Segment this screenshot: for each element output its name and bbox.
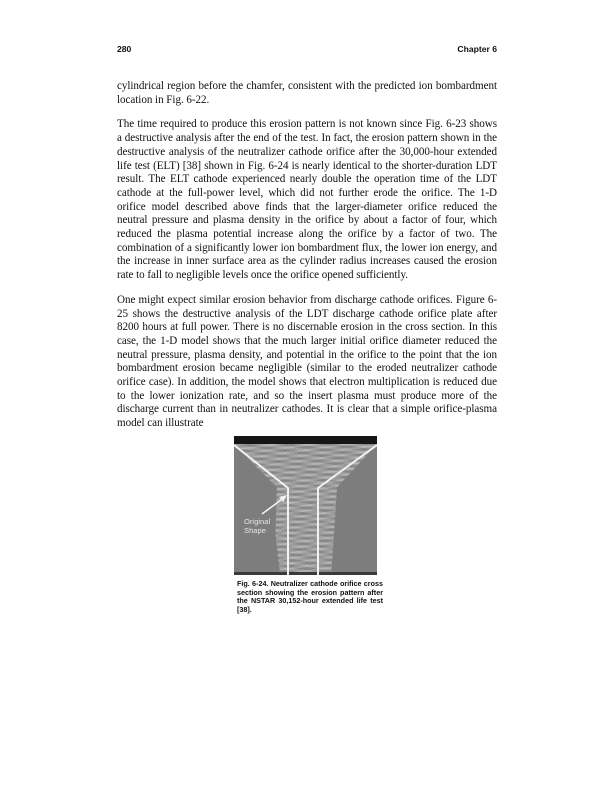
page-number: 280 <box>117 44 132 54</box>
original-shape-label: Original Shape <box>244 517 271 535</box>
chapter-title: Chapter 6 <box>457 44 497 54</box>
original-shape-outline <box>234 436 377 575</box>
running-head <box>117 44 497 54</box>
paragraph: cylindrical region before the chamfer, consistent with the predicted ion bombardment location in Fig. 6-22. <box>117 80 497 106</box>
paragraph: The time required to produce this erosion pattern is not known since Fig. 6-23 shows a destructive analysis after the end of the test. In fact, the erosion pattern shown in the destructive analysis of the neutralizer cathode orifice after the 30,000-hour extended life test (ELT) [38] shown in Fig. 6-24 is nearly identical to the shorter-duration LDT result. The ELT cathode experienced nearly double the operation time of the LDT cathode at the full-power level, which did not further erode the orifice. The 1-D orifice model described above finds that the larger-diameter orifice reduced the neutral pressure and plasma density in the orifice by about a factor of four, which reduced the plasma potential increase along the orifice by a factor of two. The combination of a significantly lower ion bombardment flux, the lower ion energy, and the increase in inner surface area as the cylinder radius increases caused the erosion rate to fall to negligible levels once the orifice opened sufficiently. <box>117 118 497 282</box>
body-text <box>117 80 497 442</box>
paragraph: One might expect similar erosion behavior from discharge cathode orifices. Figure 6-25 shows the destructive analysis of the LDT discharge cathode orifice plate after 8200 hours at full power. There is no discernable erosion in the cross section. In this case, the 1-D model shows that the much larger initial orifice diameter reduced the neutral pressure, plasma density, and potential in the orifice to the point that the ion bombardment erosion became negligible (similar to the eroded neutralizer cathode orifice case). In addition, the model shows that electron multiplication is reduced due to the lower ionization rate, and so the insert plasma must produce more of the discharge current than in neutralizer cathodes. It is clear that a simple orifice-plasma model can illustrate <box>117 293 497 430</box>
figure-orifice-cross-section <box>234 436 377 575</box>
figure-caption: Fig. 6-24. Neutralizer cathode orifice cross section showing the erosion pattern after the NSTAR 30,152-hour extended life test [38]. <box>237 579 383 615</box>
